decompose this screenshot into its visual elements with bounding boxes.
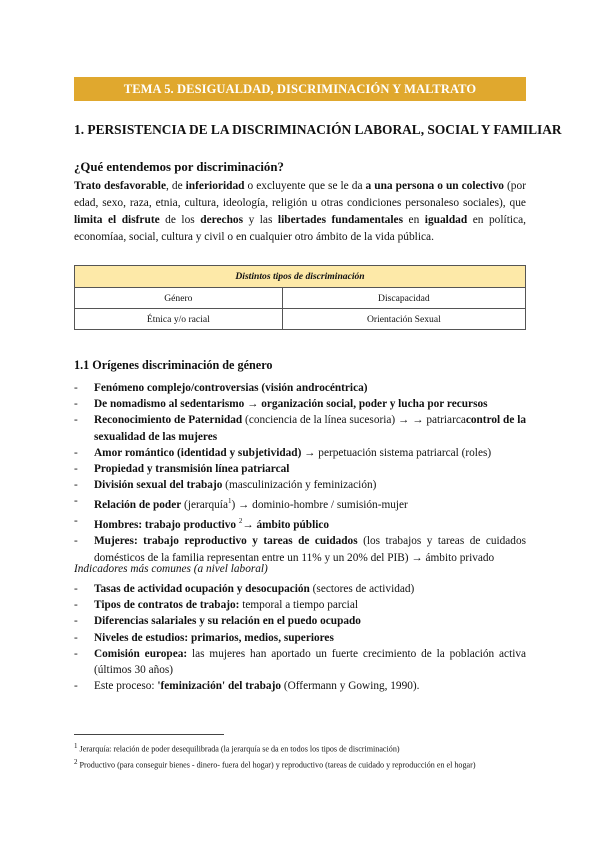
item-text: (conciencia de la línea sucesoria) →: [242, 414, 413, 427]
list-item: [74, 380, 526, 396]
list-item: [74, 678, 526, 694]
item-text: (masculinización y feminización): [222, 479, 377, 492]
definition-paragraph: Trato desfavorable, de inferioridad o excluyente que se le da a una persona o un colectivo (por edad, sexo, raza, etnia, cultura, ideología, religión u otras condiciones personaleso sociales), que limita el disfrute de los derechos y las libertades fundamentales en igualdad en política, economíaa, social, cultura y civil o en cualquier otro ámbito de la vida pública.: [74, 180, 526, 243]
item-text: →: [242, 519, 257, 532]
table-cell: Discapacidad: [282, 288, 525, 309]
list-item: [74, 513, 526, 533]
bullet-dash: -: [74, 463, 78, 476]
item-text: temporal a tiempo parcial: [239, 599, 358, 612]
footnote: [74, 740, 526, 756]
item-bold-text: De nomadismo al sedentarismo → organización social, poder y lucha por recursos: [94, 398, 488, 411]
bullet-dash: -: [74, 535, 78, 548]
item-bold-text: Propiedad y transmisión línea patriarcal: [94, 463, 290, 476]
item-text: (los trabajos y tareas de cuidados domésticos de la familia representan entre un 11% y un 20% del PIB) → ámbito privado: [94, 535, 526, 564]
bullet-dash: -: [74, 515, 78, 528]
item-bold-text: Fenómeno complejo/controversias (visión androcéntrica): [94, 382, 368, 394]
table-cell: Orientación Sexual: [282, 309, 525, 330]
footnote-separator: [74, 734, 224, 735]
item-bold-text: Hombres: trabajo productivo: [94, 519, 239, 532]
item-bold-text: Tasas de actividad ocupación y desocupación: [94, 583, 310, 595]
item-bold-text: Tipos de contratos de trabajo:: [94, 599, 240, 612]
indicators-title: Indicadores más comunes (a nivel laboral): [74, 563, 268, 575]
bullet-dash: -: [74, 398, 78, 411]
footnote-text: Productivo (para conseguir bienes - dinero- fuera del hogar) y reproductivo (tareas de cuidado y reproducción en el hogar): [77, 760, 476, 770]
item-bold-text: 'feminización' del trabajo: [157, 680, 281, 693]
list-item: [74, 493, 526, 513]
bullet-dash: -: [74, 382, 78, 394]
bullet-dash: -: [74, 414, 78, 427]
subsection-title: 1.1 Orígenes discriminación de género: [74, 358, 273, 372]
list-item: [74, 445, 526, 461]
bullet-dash: -: [74, 631, 78, 644]
list-item: [74, 412, 526, 444]
footnote-ref: 2: [238, 517, 243, 526]
item-bold-text: Amor romántico (identidad y subjetividad): [94, 446, 302, 459]
table-row: [75, 288, 526, 309]
topic-banner: TEMA 5. DESIGUALDAD, DISCRIMINACIÓN Y MALTRATO: [74, 77, 526, 101]
bullet-dash: -: [74, 446, 78, 459]
item-text: ) → dominio-hombre / sumisión-mujer: [231, 499, 408, 512]
bullet-dash: -: [74, 479, 78, 492]
bullet-dash: -: [74, 583, 78, 595]
item-text: Este proceso:: [94, 680, 158, 693]
footnote: [74, 756, 526, 772]
list-item: [74, 630, 526, 646]
list-item: [74, 396, 526, 412]
item-bold-text: Reconocimiento de Paternidad: [94, 414, 243, 427]
footnote-number: 2: [74, 758, 78, 767]
item-text: (sectores de actividad): [309, 583, 415, 595]
question-heading: ¿Qué entendemos por discriminación?: [74, 160, 284, 174]
list-item: [74, 461, 526, 477]
list-item: [74, 533, 526, 565]
item-bold-text: Mujeres: trabajo reproductivo y tareas de cuidados: [94, 535, 358, 548]
footnote-ref: 1: [227, 497, 232, 506]
item-text: las mujeres han aportado un fuerte crecimiento de la población activa (últimos 30 años): [94, 647, 527, 677]
list-item: [74, 646, 526, 678]
bullet-dash: -: [74, 599, 78, 612]
item-bold-text: División sexual del trabajo: [94, 479, 223, 492]
bullet-dash: -: [74, 680, 78, 693]
bullet-dash: -: [74, 647, 78, 660]
item-bold-text: ámbito público: [256, 519, 330, 532]
bullet-dash: -: [74, 495, 78, 508]
footnote-text: Jerarquía: relación de poder desequilibrada (la jerarquía se da en todos los tipos de discriminación): [77, 744, 400, 754]
item-bold-text: Comisión europea:: [94, 647, 188, 660]
bullet-dash: -: [74, 615, 78, 628]
list-item: [74, 613, 526, 629]
item-bold-text: Relación de poder: [94, 499, 182, 512]
item-bold-text: control de la sexualidad de las mujeres: [94, 414, 526, 443]
item-text: (Offermann y Gowing, 1990).: [281, 680, 420, 693]
table-header: Distintos tipos de discriminación: [75, 266, 526, 288]
section-title: 1. PERSISTENCIA DE LA DISCRIMINACIÓN LABORAL, SOCIAL Y FAMILIAR: [74, 122, 562, 137]
discrimination-types-table: [74, 265, 526, 330]
indicators-list: [74, 581, 526, 694]
item-text: → perpetuación sistema patriarcal (roles): [301, 446, 492, 459]
list-item: [74, 477, 526, 493]
table-cell: Étnica y/o racial: [75, 309, 283, 330]
item-bold-text: Niveles de estudios: primarios, medios, superiores: [94, 631, 334, 644]
footnote-number: 1: [74, 742, 78, 750]
item-text: → patriarca: [412, 414, 466, 427]
item-bold-text: Diferencias salariales y su relación en el puedo ocupado: [94, 615, 361, 628]
list-item: [74, 581, 526, 597]
origins-list: [74, 380, 526, 566]
table-cell: Género: [75, 288, 283, 309]
table-row: [75, 309, 526, 330]
item-text: (jerarquía: [181, 499, 228, 512]
list-item: [74, 597, 526, 613]
footnotes: [74, 740, 526, 772]
